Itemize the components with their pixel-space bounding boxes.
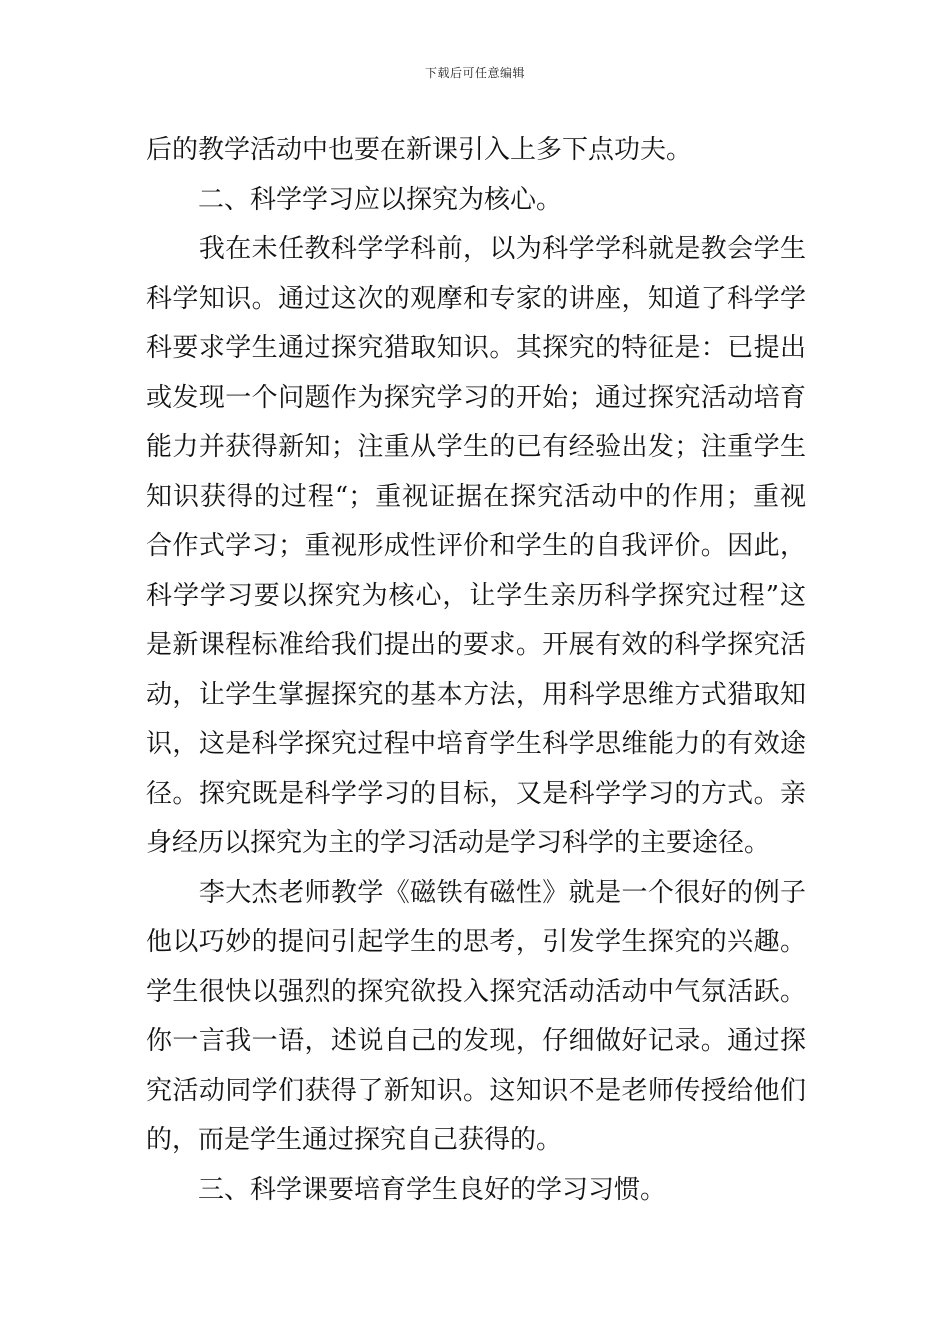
text-line: 你一言我一语，述说自己的发现，仔细做好记录。通过探	[146, 1026, 806, 1056]
text-line: 我在未任教科学学科前，以为科学学科就是教会学生	[146, 234, 806, 264]
text-line: 径。探究既是科学学习的目标，又是科学学习的方式。亲	[146, 778, 806, 809]
text-line: 身经历以探究为主的学习活动是学习科学的主要途径。	[146, 828, 771, 858]
text-line: 识，这是科学探究过程中培育学生科学思维能力的有效途	[146, 729, 806, 759]
text-line: 能力并获得新知；注重从学生的已有经验出发；注重学生	[146, 432, 806, 462]
text-line: 是新课程标准给我们提出的要求。开展有效的科学探究活	[146, 630, 806, 660]
document-body	[146, 126, 806, 1215]
text-line: 二、科学学习应以探究为核心。	[146, 184, 563, 215]
text-line: 他以巧妙的提问引起学生的思考，引发学生探究的兴趣。	[146, 927, 806, 957]
text-line: 知识获得的过程“；重视证据在探究活动中的作用；重视	[146, 481, 806, 512]
page-header: 下载后可任意编辑	[424, 66, 525, 80]
text-line: 合作式学习；重视形成性评价和学生的自我评价。因此，	[146, 531, 806, 561]
text-line: 三、科学课要培育学生良好的学习习惯。	[146, 1174, 667, 1205]
text-line: 的，而是学生通过探究自己获得的。	[146, 1125, 563, 1155]
text-line: 究活动同学们获得了新知识。这知识不是老师传授给他们	[146, 1075, 806, 1106]
text-line: 科学学习要以探究为核心，让学生亲历科学探究过程”这	[146, 580, 806, 611]
text-line: 或发现一个问题作为探究学习的开始；通过探究活动培育	[146, 382, 806, 413]
text-line: 后的教学活动中也要在新课引入上多下点功夫。	[146, 135, 693, 165]
text-line: 科学知识。通过这次的观摩和专家的讲座，知道了科学学	[146, 283, 806, 314]
text-line: 动，让学生掌握探究的基本方法，用科学思维方式猎取知	[146, 679, 806, 710]
text-line: 学生很快以强烈的探究欲投入探究活动活动中气氛活跃。	[146, 976, 806, 1007]
text-line: 李大杰老师教学《磁铁有磁性》就是一个很好的例子	[146, 877, 806, 908]
text-line: 科要求学生通过探究猎取知识。其探究的特征是：已提出	[146, 333, 806, 363]
